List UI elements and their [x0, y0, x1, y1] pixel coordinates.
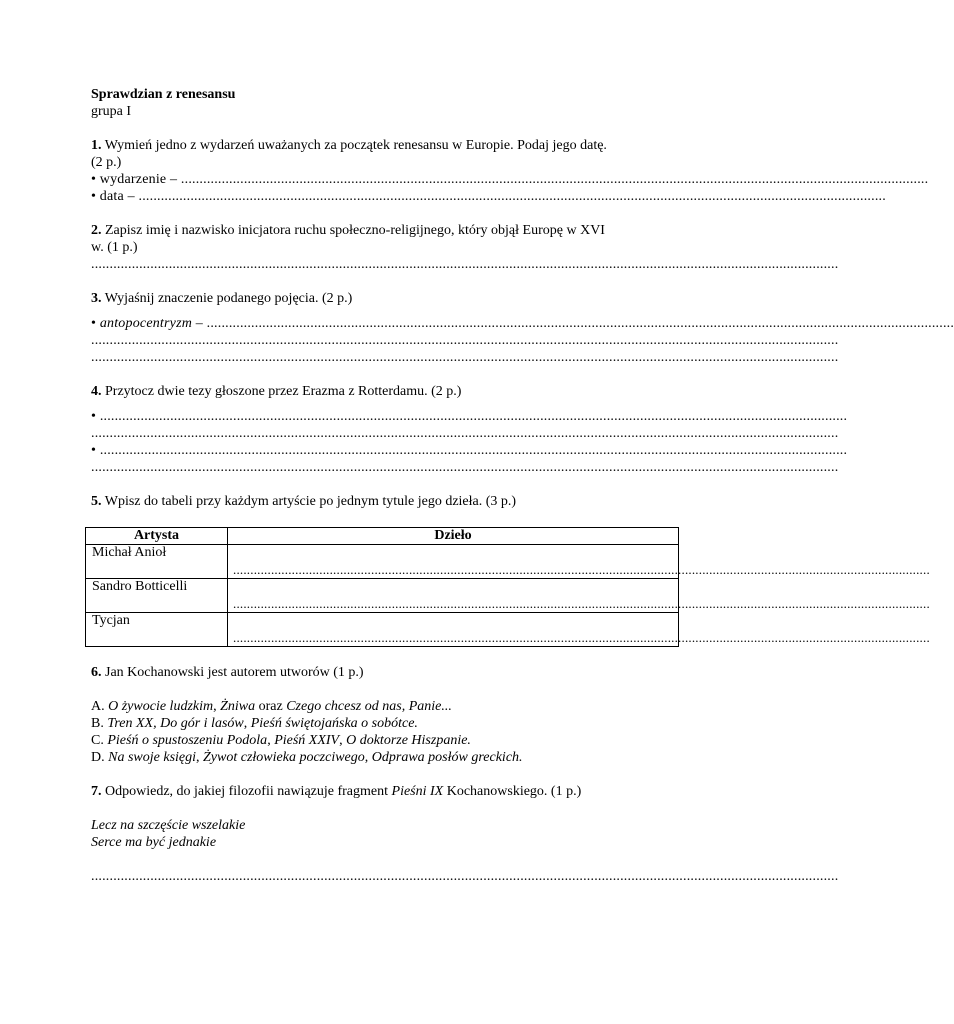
table-row [86, 613, 679, 647]
worksheet-content [91, 86, 954, 885]
option-title: Odprawa posłów greckich. [371, 750, 523, 765]
option-title: Pieśń o spustoszeniu Podola [107, 733, 268, 748]
question-3-number: 3. [91, 291, 102, 306]
question-4-text: Przytocz dwie tezy głoszone przez Erazma z Rotterdamu. (2 p.) [101, 384, 462, 399]
question-2 [91, 222, 685, 239]
doc-group: grupa I [91, 104, 132, 119]
event-label: • wydarzenie – [91, 172, 181, 187]
option-b[interactable] [91, 715, 685, 732]
dot-fill: .......................................................................................................................................................................................................... [233, 562, 930, 577]
quote-line-1: Lecz na szczęście wszelakie [91, 818, 246, 833]
table-row [86, 545, 679, 579]
option-title: Pieśń XXIV [274, 733, 340, 748]
question-7-text-end: Kochanowskiego. (1 p.) [443, 784, 582, 799]
question-5-number: 5. [91, 494, 102, 509]
option-title: Pieśń świętojańska o sobótce. [250, 716, 418, 731]
answer-line-thesis-2[interactable] [91, 442, 848, 459]
separator: , [339, 733, 347, 748]
separator: , [364, 750, 372, 765]
artist-name: Tycjan [86, 613, 228, 647]
work-cell[interactable] [228, 579, 930, 613]
dot-fill: .......................................................................................................................................................................................................... [233, 596, 930, 611]
option-title: Żywot człowieka poczciwego [203, 750, 365, 765]
question-5 [91, 493, 685, 510]
option-title: Na swoje księgi [108, 750, 197, 765]
question-6 [91, 664, 685, 681]
dot-fill: .......................................................................................................................................................................................................... [138, 189, 886, 204]
bullet: • [91, 316, 100, 331]
separator: , [213, 699, 221, 714]
question-2-text: Zapisz imię i nazwisko inicjatora ruchu społeczno-religijnego, który objął Europę w XVI [101, 223, 605, 238]
answer-line[interactable]: .......................................................................................................................................................................................................... [91, 460, 839, 475]
answer-line[interactable]: .......................................................................................................................................................................................................... [91, 426, 839, 441]
option-d[interactable] [91, 749, 685, 766]
option-label: D. [91, 750, 109, 765]
column-header-work: Dzieło [228, 528, 679, 545]
bullet: • [91, 409, 100, 424]
column-header-artist: Artysta [86, 528, 228, 545]
answer-line[interactable]: .......................................................................................................................................................................................................... [91, 350, 839, 365]
question-7-text: Odpowiedz, do jakiej filozofii nawiązuje fragment [101, 784, 392, 799]
option-a[interactable] [91, 698, 685, 715]
answer-line[interactable]: .......................................................................................................................................................................................................... [91, 869, 839, 884]
question-6-text: Jan Kochanowski jest autorem utworów (1 p.) [101, 665, 364, 680]
term-label: antopocentryzm [99, 316, 193, 331]
answer-line-event[interactable] [91, 171, 929, 188]
date-label: • data – [91, 189, 139, 204]
bullet: • [91, 443, 100, 458]
dot-fill: .......................................................................................................................................................................................................... [206, 316, 954, 331]
artist-name: Sandro Botticelli [86, 579, 228, 613]
quote-line-2: Serce ma być jednakie [91, 835, 217, 850]
question-2-continuation: w. (1 p.) [91, 240, 138, 255]
option-title: Tren XX, Do gór i lasów [107, 716, 244, 731]
dot-fill: .......................................................................................................................................................................................................... [99, 409, 848, 424]
question-3-text: Wyjaśnij znaczenie podanego pojęcia. (2 p.) [101, 291, 353, 306]
option-title: Czego chcesz od nas, Panie... [286, 699, 452, 714]
option-label: B. [91, 716, 108, 731]
dot-fill: .......................................................................................................................................................................................................... [180, 172, 929, 187]
dot-fill: .......................................................................................................................................................................................................... [99, 443, 848, 458]
artist-table [85, 527, 930, 647]
question-4 [91, 383, 685, 400]
work-cell[interactable] [228, 613, 930, 647]
artist-name: Michał Anioł [86, 545, 228, 579]
separator: , [243, 716, 251, 731]
question-1-number: 1. [91, 138, 102, 153]
doc-title: Sprawdzian z renesansu [91, 87, 236, 102]
answer-line[interactable]: .......................................................................................................................................................................................................... [91, 333, 839, 348]
answer-line[interactable]: .......................................................................................................................................................................................................... [91, 257, 839, 272]
question-6-number: 6. [91, 665, 102, 680]
question-4-number: 4. [91, 384, 102, 399]
option-label: A. [91, 699, 109, 714]
option-title: O żywocie ludzkim [108, 699, 214, 714]
work-cell[interactable] [228, 545, 930, 579]
separator: , [267, 733, 275, 748]
separator: oraz [255, 699, 287, 714]
question-1 [91, 137, 685, 154]
question-7-number: 7. [91, 784, 102, 799]
dot-fill: .......................................................................................................................................................................................................... [233, 630, 930, 645]
answer-line-thesis-1[interactable] [91, 408, 848, 425]
option-c[interactable] [91, 732, 685, 749]
option-label: C. [91, 733, 108, 748]
table-row [86, 579, 679, 613]
question-7 [91, 783, 685, 800]
question-3 [91, 290, 685, 307]
question-2-number: 2. [91, 223, 102, 238]
separator: , [196, 750, 204, 765]
answer-line-term[interactable] [91, 315, 954, 332]
option-title: Żniwa [220, 699, 256, 714]
question-1-text: Wymień jedno z wydarzeń uważanych za początek renesansu w Europie. Podaj jego datę. [101, 138, 607, 153]
question-5-text: Wpisz do tabeli przy każdym artyście po jednym tytule jego dzieła. (3 p.) [101, 494, 517, 509]
question-1-points: (2 p.) [91, 155, 122, 170]
question-7-work-title: Pieśni IX [391, 784, 444, 799]
answer-line-date[interactable] [91, 188, 886, 205]
dash: – [192, 316, 207, 331]
option-title: O doktorze Hiszpanie. [346, 733, 471, 748]
